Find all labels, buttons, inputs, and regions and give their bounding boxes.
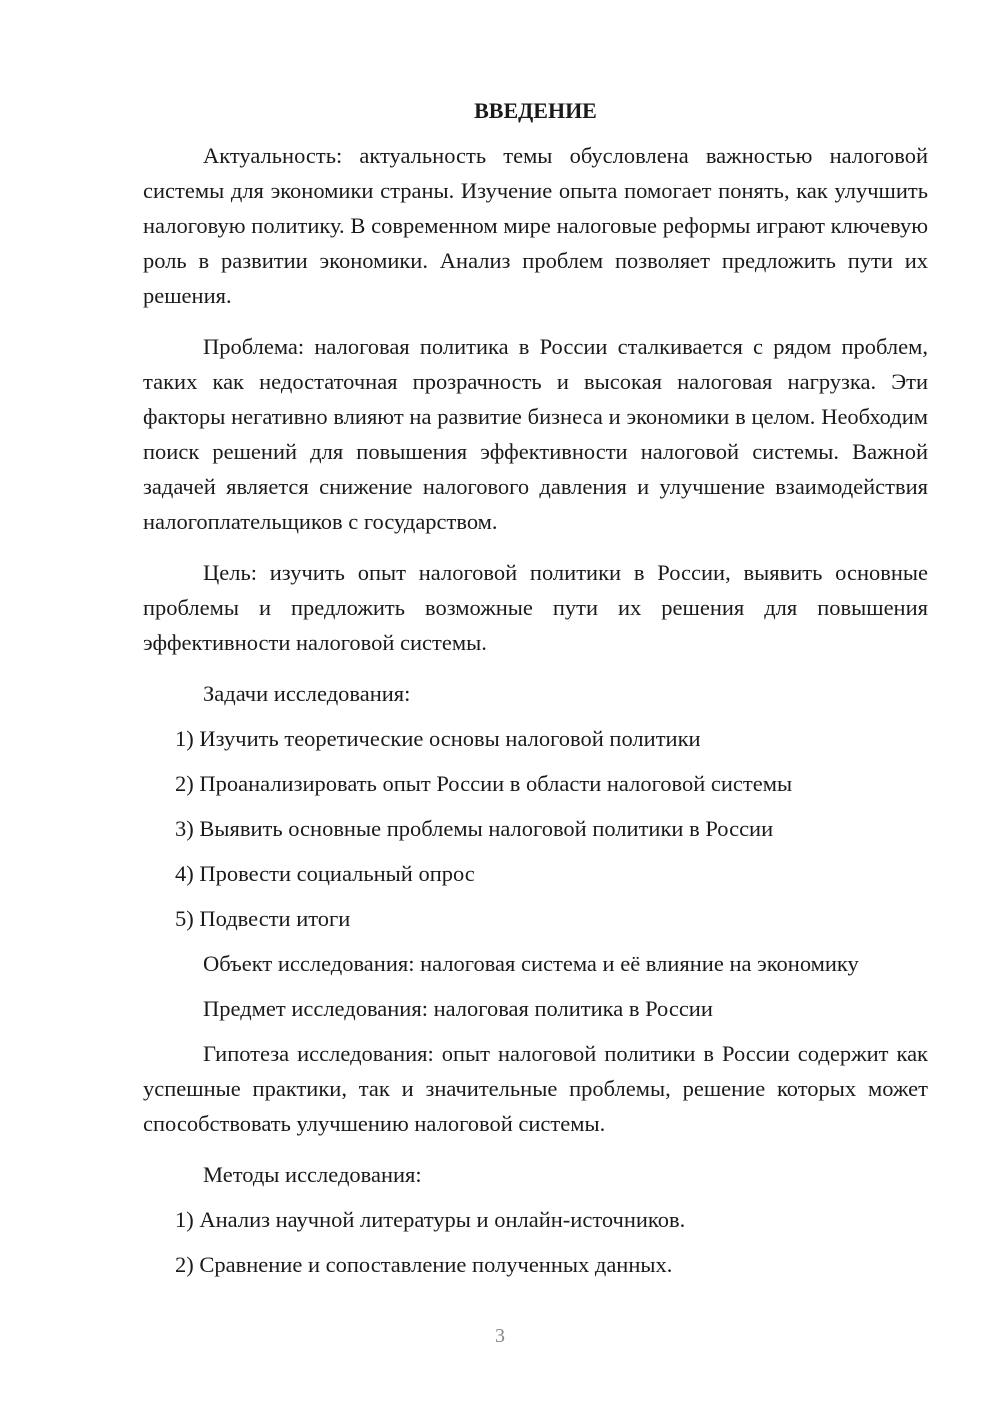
- task-item: 4) Провести социальный опрос: [175, 861, 475, 886]
- methods-list: [143, 1202, 928, 1282]
- tasks-heading: Задачи исследования:: [203, 681, 411, 706]
- task-item: 1) Изучить теоретические основы налоговой политики: [175, 726, 701, 751]
- subject-paragraph: Предмет исследования: налоговая политика в России: [203, 996, 713, 1021]
- goal-paragraph: Цель: изучить опыт налоговой политики в России, выявить основные проблемы и предложить возможные пути их решения для повышения эффективности налоговой системы.: [143, 560, 928, 655]
- relevance-paragraph: Актуальность: актуальность темы обусловлена важностью налоговой системы для экономики страны. Изучение опыта помогает понять, как улучшить налоговую политику. В современном мире налоговые реформы играют ключевую роль в развитии экономики. Анализ проблем позволяет предложить пути их решения.: [143, 143, 928, 308]
- task-item: 3) Выявить основные проблемы налоговой политики в России: [175, 816, 774, 841]
- object-paragraph: Объект исследования: налоговая система и её влияние на экономику: [203, 951, 859, 976]
- task-item: 2) Проанализировать опыт России в области налоговой системы: [175, 771, 793, 796]
- method-item: 2) Сравнение и сопоставление полученных данных.: [175, 1252, 673, 1277]
- method-item: 1) Анализ научной литературы и онлайн-источников.: [175, 1207, 686, 1232]
- problem-paragraph: Проблема: налоговая политика в России сталкивается с рядом проблем, таких как недостаточная прозрачность и высокая налоговая нагрузка. Эти факторы негативно влияют на развитие бизнеса и экономики в целом. Необходим поиск решений для повышения эффективности налоговой системы. Важной задачей является снижение налогового давления и улучшение взаимодействия налогоплательщиков с государством.: [143, 334, 928, 534]
- page-number: 3: [495, 1325, 505, 1347]
- document-page: [143, 96, 928, 1292]
- section-title: ВВЕДЕНИЕ: [474, 98, 597, 123]
- task-item: 5) Подвести итоги: [175, 906, 351, 931]
- hypothesis-paragraph: Гипотеза исследования: опыт налоговой политики в России содержит как успешные практики, так и значительные проблемы, решение которых может способствовать улучшению налоговой системы.: [143, 1041, 928, 1136]
- tasks-list: [143, 721, 928, 936]
- methods-heading: Методы исследования:: [203, 1162, 422, 1187]
